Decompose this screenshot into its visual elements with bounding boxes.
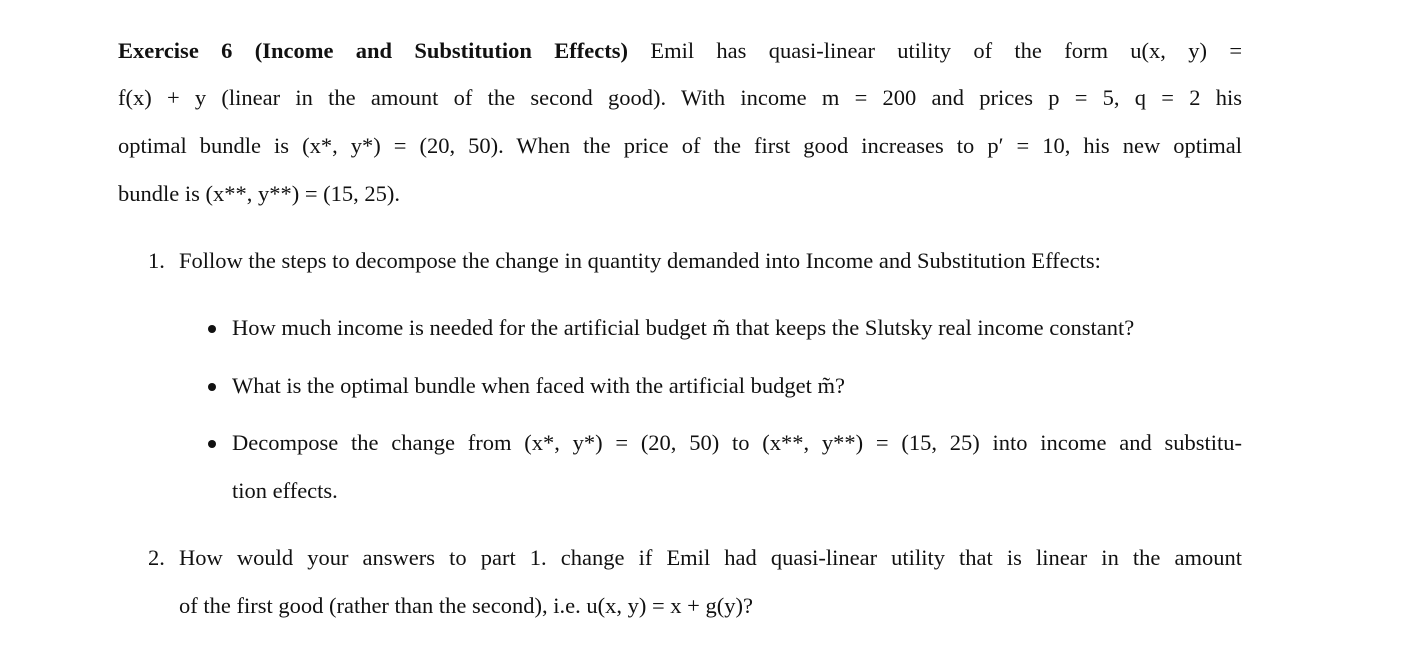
bullet-1 bbox=[208, 325, 216, 333]
question-1-bullet-1: How much income is needed for the artificial budget m̃ that keeps the Slutsky real income constant? bbox=[232, 315, 1135, 340]
bullet-3 bbox=[208, 440, 216, 448]
exercise-title: Exercise 6 (Income and Substitution Effects) bbox=[118, 38, 628, 63]
question-1-bullet-3-line-2: tion effects. bbox=[232, 478, 338, 503]
question-2-number: 2. bbox=[148, 545, 165, 570]
question-2-line-1: How would your answers to part 1. change if Emil had quasi-linear utility that is linear in the amount bbox=[179, 545, 1242, 570]
intro-line-2: f(x) + y (linear in the amount of the second good). With income m = 200 and prices p = 5, q = 2 his bbox=[118, 85, 1242, 110]
question-1-text: Follow the steps to decompose the change in quantity demanded into Income and Substitution Effects: bbox=[179, 248, 1101, 273]
question-1-bullet-2: What is the optimal bundle when faced with the artificial budget m̃? bbox=[232, 373, 845, 398]
question-1-bullet-3-line-1: Decompose the change from (x*, y*) = (20, 50) to (x**, y**) = (15, 25) into income and substitu- bbox=[232, 430, 1242, 455]
intro-line-3: optimal bundle is (x*, y*) = (20, 50). When the price of the first good increases to p′ = 10, his new optimal bbox=[118, 133, 1242, 158]
question-1-number: 1. bbox=[148, 248, 165, 273]
intro-line-1 bbox=[118, 36, 1242, 66]
intro-text-1: Emil has quasi-linear utility of the form u(x, y) = bbox=[650, 38, 1243, 63]
question-2-line-2: of the first good (rather than the second), i.e. u(x, y) = x + g(y)? bbox=[179, 593, 753, 618]
intro-line-4: bundle is (x**, y**) = (15, 25). bbox=[118, 181, 401, 206]
bullet-2 bbox=[208, 383, 216, 391]
